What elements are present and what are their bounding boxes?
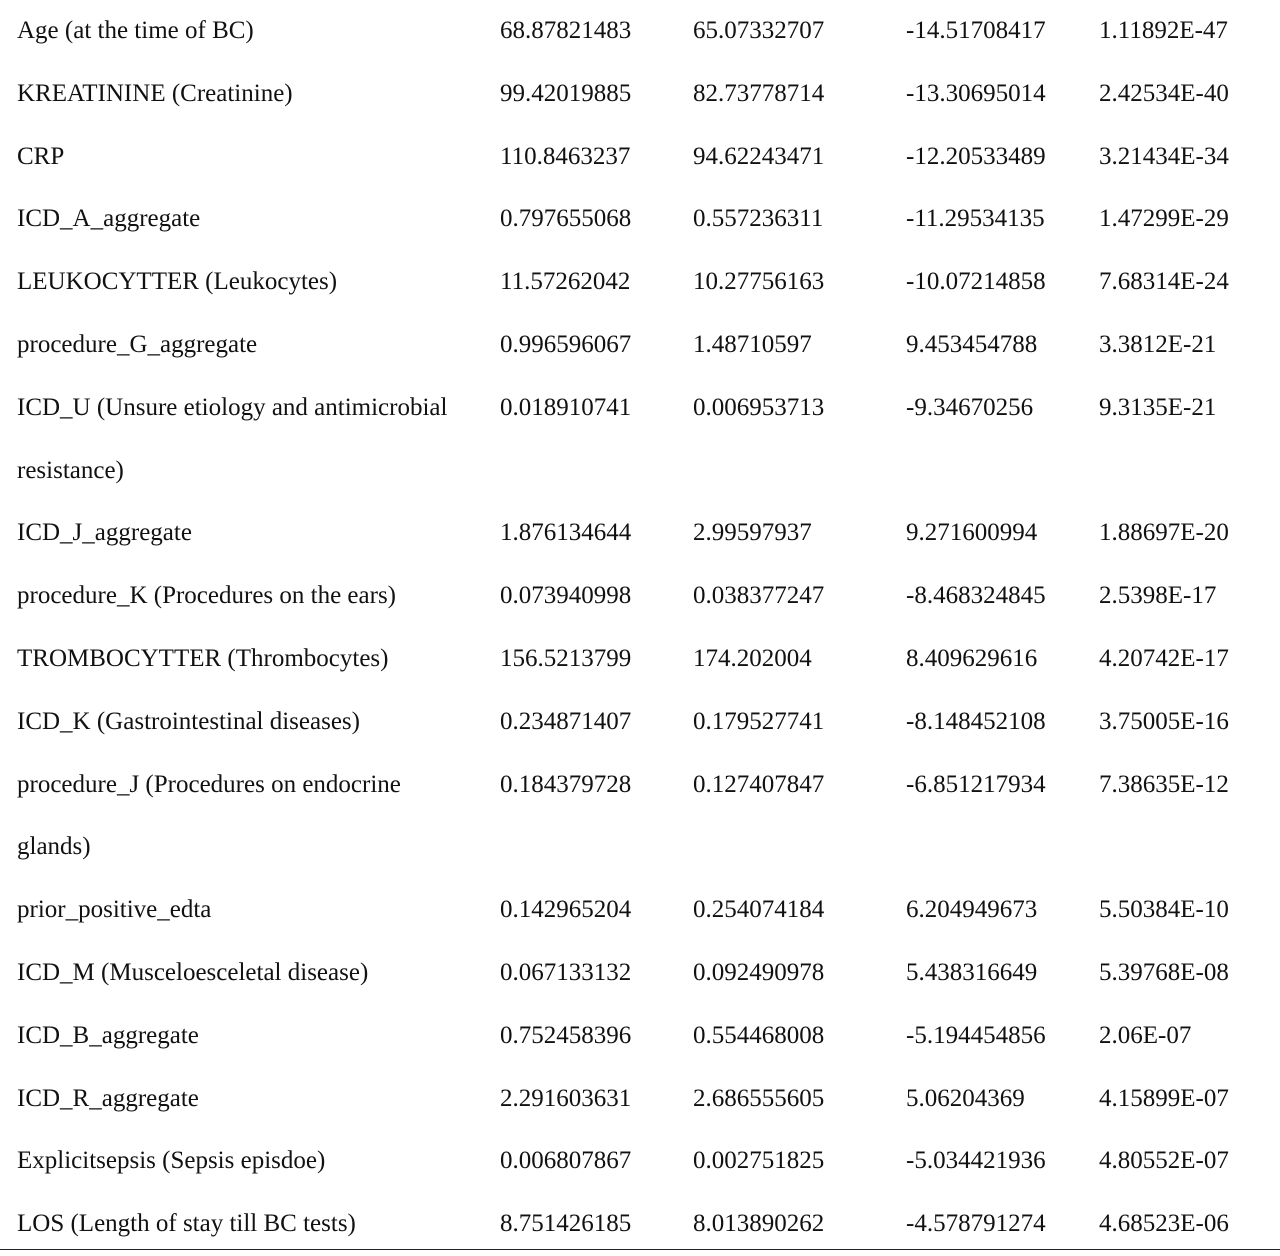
- statistic-cell: 5.06204369: [906, 1084, 1025, 1112]
- statistic-cell: 6.204949673: [906, 896, 1038, 924]
- statistic-cell: -9.34670256: [906, 393, 1034, 421]
- p-value-cell: 2.06E-07: [1099, 1021, 1192, 1049]
- value-col1-cell: 0.018910741: [500, 393, 632, 421]
- table-row: [0, 879, 1280, 942]
- table-row: [0, 1005, 1280, 1068]
- statistic-cell: 8.409629616: [906, 644, 1038, 672]
- variable-cell: ICD_K (Gastrointestinal diseases): [17, 707, 360, 735]
- table-row: [0, 1068, 1280, 1131]
- value-col2-cell: 2.686555605: [693, 1084, 825, 1112]
- table-row: [0, 0, 1280, 63]
- p-value-cell: 3.21434E-34: [1099, 142, 1229, 170]
- variable-cell: KREATININE (Creatinine): [17, 79, 293, 107]
- table-row: [0, 314, 1280, 377]
- value-col1-cell: 99.42019885: [500, 79, 632, 107]
- value-col2-cell: 0.254074184: [693, 896, 825, 924]
- variable-cell: Age (at the time of BC): [17, 17, 254, 44]
- statistic-cell: -8.148452108: [906, 707, 1046, 735]
- value-col2-cell: 2.99597937: [693, 519, 812, 547]
- variable-cell: procedure_J (Procedures on endocrine glands): [17, 770, 401, 861]
- variable-cell: ICD_R_aggregate: [17, 1084, 199, 1112]
- value-col2-cell: 94.62243471: [693, 142, 825, 170]
- table-row: [0, 565, 1280, 628]
- value-col1-cell: 0.006807867: [500, 1147, 632, 1175]
- p-value-cell: 1.88697E-20: [1099, 519, 1229, 547]
- variable-cell: procedure_G_aggregate: [17, 330, 258, 358]
- table-row: [0, 63, 1280, 126]
- variable-cell: prior_positive_edta: [17, 896, 212, 924]
- value-col1-cell: 0.752458396: [500, 1021, 632, 1049]
- value-col2-cell: 0.554468008: [693, 1021, 825, 1049]
- value-col2-cell: 1.48710597: [693, 330, 812, 358]
- p-value-cell: 9.3135E-21: [1099, 393, 1217, 421]
- value-col1-cell: 8.751426185: [500, 1210, 632, 1238]
- statistic-cell: -14.51708417: [906, 17, 1046, 44]
- table-row: [0, 377, 1280, 503]
- variable-cell: TROMBOCYTTER (Thrombocytes): [17, 644, 389, 672]
- variable-cell: LEUKOCYTTER (Leukocytes): [17, 268, 338, 296]
- value-col1-cell: 156.5213799: [500, 644, 632, 672]
- p-value-cell: 4.68523E-06: [1099, 1210, 1229, 1238]
- statistic-cell: -12.20533489: [906, 142, 1046, 170]
- value-col2-cell: 0.038377247: [693, 582, 825, 610]
- value-col2-cell: 0.006953713: [693, 393, 825, 421]
- statistic-cell: 9.453454788: [906, 330, 1038, 358]
- variable-cell: CRP: [17, 142, 65, 170]
- value-col1-cell: 0.073940998: [500, 582, 632, 610]
- table-row: [0, 754, 1280, 880]
- table-row: [0, 188, 1280, 251]
- statistic-cell: -8.468324845: [906, 582, 1046, 610]
- value-col2-cell: 0.127407847: [693, 770, 825, 798]
- variable-cell: ICD_B_aggregate: [17, 1021, 199, 1049]
- variable-cell: ICD_U (Unsure etiology and antimicrobial resistance): [17, 393, 448, 484]
- value-col1-cell: 0.142965204: [500, 896, 632, 924]
- table-row: [0, 251, 1280, 314]
- table-row: [0, 691, 1280, 754]
- statistic-cell: -4.578791274: [906, 1210, 1046, 1238]
- statistic-cell: -11.29534135: [906, 205, 1045, 233]
- p-value-cell: 4.20742E-17: [1099, 644, 1229, 672]
- variable-cell: ICD_A_aggregate: [17, 205, 201, 233]
- value-col1-cell: 0.234871407: [500, 707, 632, 735]
- variable-cell: Explicitsepsis (Sepsis episdoe): [17, 1147, 326, 1175]
- value-col1-cell: 0.797655068: [500, 205, 632, 233]
- value-col2-cell: 65.07332707: [693, 17, 825, 44]
- table-row: [0, 942, 1280, 1005]
- p-value-cell: 3.75005E-16: [1099, 707, 1229, 735]
- value-col1-cell: 1.876134644: [500, 519, 632, 547]
- variable-cell: ICD_J_aggregate: [17, 519, 192, 547]
- table-row: [0, 1193, 1280, 1256]
- p-value-cell: 4.15899E-07: [1099, 1084, 1229, 1112]
- value-col2-cell: 174.202004: [693, 644, 812, 672]
- value-col2-cell: 0.179527741: [693, 707, 825, 735]
- p-value-cell: 4.80552E-07: [1099, 1147, 1229, 1175]
- p-value-cell: 7.68314E-24: [1099, 268, 1229, 296]
- table-row: [0, 126, 1280, 189]
- p-value-cell: 7.38635E-12: [1099, 770, 1229, 798]
- value-col1-cell: 11.57262042: [500, 268, 631, 296]
- p-value-cell: 5.50384E-10: [1099, 896, 1229, 924]
- statistic-cell: -6.851217934: [906, 770, 1046, 798]
- value-col2-cell: 0.002751825: [693, 1147, 825, 1175]
- value-col1-cell: 0.067133132: [500, 958, 632, 986]
- p-value-cell: 1.11892E-47: [1099, 17, 1228, 44]
- variable-cell: procedure_K (Procedures on the ears): [17, 582, 397, 610]
- value-col2-cell: 0.092490978: [693, 958, 825, 986]
- statistic-cell: -5.034421936: [906, 1147, 1046, 1175]
- statistic-cell: -10.07214858: [906, 268, 1046, 296]
- value-col2-cell: 10.27756163: [693, 268, 825, 296]
- value-col1-cell: 110.8463237: [500, 142, 631, 170]
- p-value-cell: 2.5398E-17: [1099, 582, 1217, 610]
- variable-cell: LOS (Length of stay till BC tests): [17, 1210, 356, 1238]
- value-col1-cell: 0.184379728: [500, 770, 632, 798]
- p-value-cell: 2.42534E-40: [1099, 79, 1229, 107]
- value-col1-cell: 68.87821483: [500, 17, 632, 44]
- statistic-cell: 9.271600994: [906, 519, 1038, 547]
- variable-cell: ICD_M (Musceloesceletal disease): [17, 958, 369, 986]
- value-col2-cell: 8.013890262: [693, 1210, 825, 1238]
- p-value-cell: 1.47299E-29: [1099, 205, 1229, 233]
- table-bottom-rule: [0, 1249, 1280, 1250]
- table-row: [0, 628, 1280, 691]
- table-row: [0, 1130, 1280, 1193]
- p-value-cell: 3.3812E-21: [1099, 330, 1217, 358]
- p-value-cell: 5.39768E-08: [1099, 958, 1229, 986]
- value-col1-cell: 2.291603631: [500, 1084, 632, 1112]
- statistic-cell: 5.438316649: [906, 958, 1038, 986]
- statistic-cell: -13.30695014: [906, 79, 1046, 107]
- table-row: [0, 502, 1280, 565]
- value-col2-cell: 0.557236311: [693, 205, 824, 233]
- value-col1-cell: 0.996596067: [500, 330, 632, 358]
- value-col2-cell: 82.73778714: [693, 79, 825, 107]
- statistic-cell: -5.194454856: [906, 1021, 1046, 1049]
